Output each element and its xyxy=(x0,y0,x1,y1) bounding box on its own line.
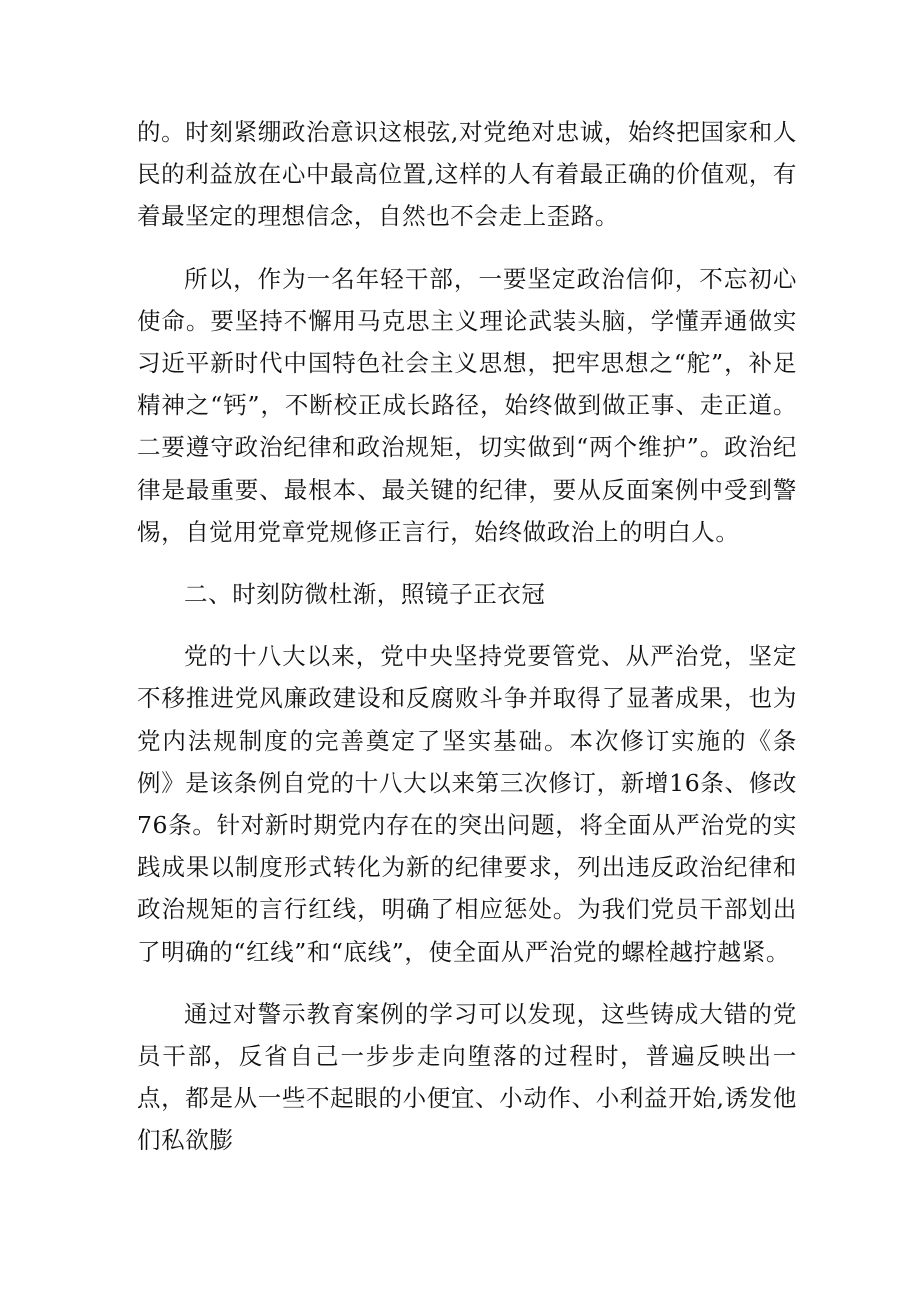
document-body xyxy=(137,111,797,1162)
paragraph-gap xyxy=(137,973,797,993)
paragraph-regulations: 党的十八大以来，党中央坚持党要管党、从严治党，坚定不移推进党风廉政建设和反腐败斗争并取得了显著成果，也为党内法规制度的完善奠定了坚实基础。本次修订实施的《条例》是该条例自党的十八大以来第三次修订，新增16条、修改76条。针对新时期党内存在的突出问题，将全面从严治党的实践成果以制度形式转化为新的纪律要求，列出违反政治纪律和政治规矩的言行红线，明确了相应惩处。为我们党员干部划出了明确的“红线”和“底线”，使全面从严治党的螺栓越拧越紧。 xyxy=(137,642,797,966)
paragraph-young-cadre: 所以，作为一名年轻干部，一要坚定政治信仰，不忘初心使命。要坚持不懈用马克思主义理论武装头脑，学懂弄通做实习近平新时代中国特色社会主义思想，把牢思想之“舵”，补足精神之“钙”，不断校正成长路径，始终做到做正事、走正道。二要遵守政治纪律和政治规矩，切实做到“两个维护”。政治纪律是最重要、最根本、最关键的纪律，要从反面案例中受到警惕，自觉用党章党规修正言行，始终做政治上的明白人。 xyxy=(137,264,797,546)
paragraph-gap xyxy=(137,615,797,635)
paragraph-gap xyxy=(137,553,797,573)
paragraph-continuation: 的。时刻紧绷政治意识这根弦,对党绝对忠诚，始终把国家和人民的利益放在心中最高位置,这样的人有着最正确的价值观，有着最坚定的理想信念，自然也不会走上歪路。 xyxy=(137,118,797,231)
paragraph-gap xyxy=(137,238,797,258)
section-heading: 二、时刻防微杜渐，照镜子正衣冠 xyxy=(184,580,546,609)
paragraph-warning-cases: 通过对警示教育案例的学习可以发现，这些铸成大错的党员干部，反省自己一步步走向堕落的过程时，普遍反映出一点，都是从一些不起眼的小便宜、小动作、小利益开始,诱发他们私欲膨 xyxy=(137,999,797,1155)
